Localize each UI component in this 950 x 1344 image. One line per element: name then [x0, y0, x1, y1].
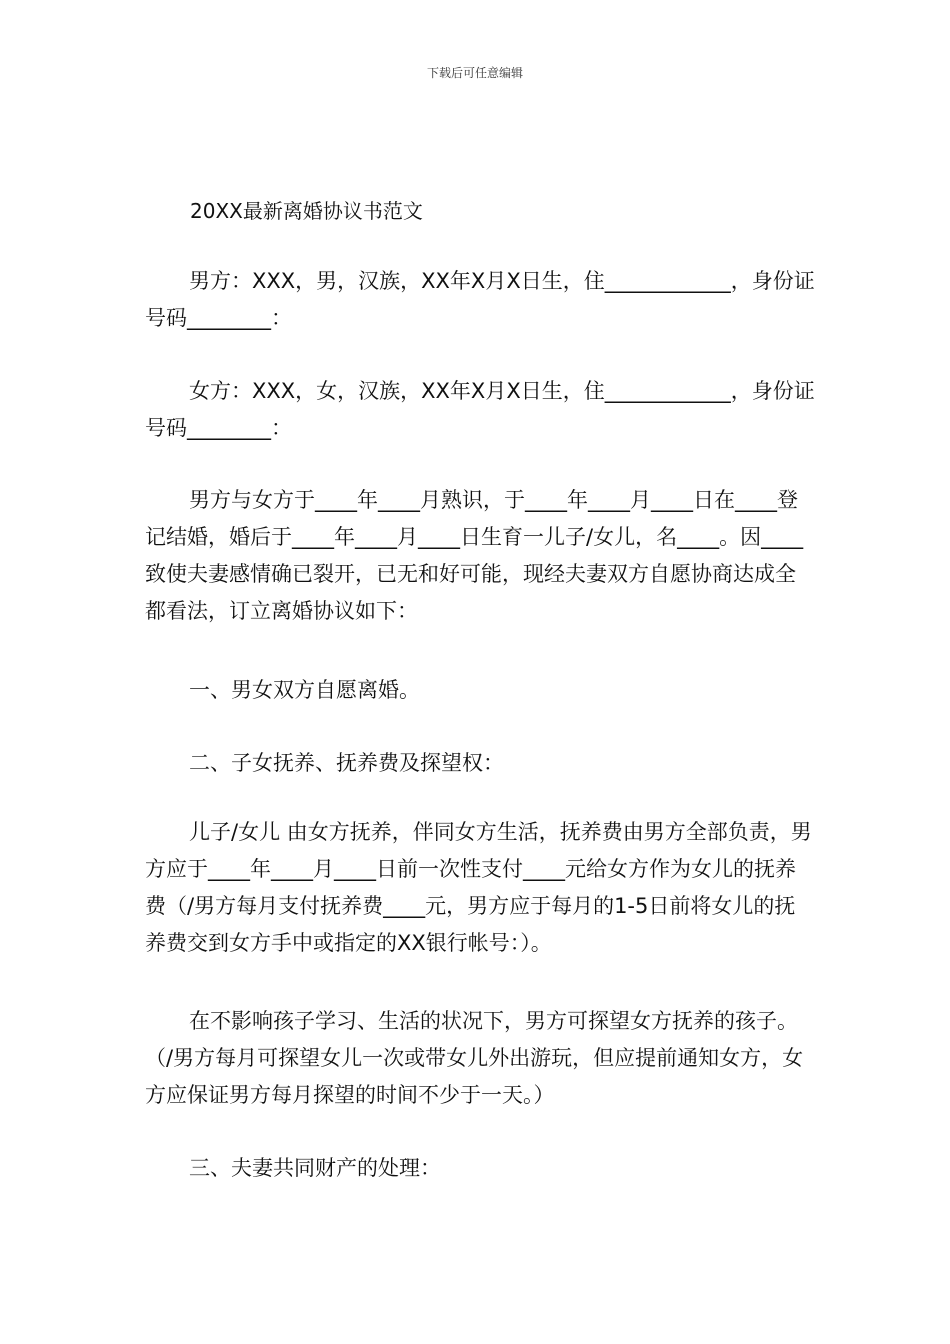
section-heading-child-custody: 二、子女抚养、抚养费及探望权： [189, 751, 504, 775]
paragraph-male-party: 男方：XXX，男，汉族，XX年X月X日生，住____________，身份证号码________： [145, 269, 815, 330]
section-heading-joint-property: 三、夫妻共同财产的处理： [189, 1156, 441, 1180]
document-title: 20XX最新离婚协议书范文 [190, 199, 423, 223]
paragraph-marriage-background: 男方与女方于____年____月熟识，于____年____月____日在____登记结婚，婚后于____年____月____日生育一儿子/女儿，名____。因____致使夫妻感情确已裂开，已无和好可能，现经夫妻双方自愿协商达成全都看法，订立离婚协议如下： [145, 488, 804, 623]
section-heading-voluntary-divorce: 一、男女双方自愿离婚。 [189, 678, 420, 702]
page-header-note: 下载后可任意编辑 [426, 66, 523, 80]
paragraph-visitation: 在不影响孩子学习、生活的状况下，男方可探望女方抚养的孩子。（/男方每月可探望女儿一次或带女儿外出游玩，但应提前通知女方，女方应保证男方每月探望的时间不少于一天。） [145, 1009, 804, 1107]
paragraph-female-party: 女方：XXX，女，汉族，XX年X月X日生，住____________，身份证号码________： [145, 379, 815, 440]
paragraph-child-support: 儿子/女儿 由女方抚养，伴同女方生活，抚养费由男方全部负责，男方应于____年____月____日前一次性支付____元给女方作为女儿的抚养费（/男方每月支付抚养费____元，男方应于每月的1-5日前将女儿的抚养费交到女方手中或指定的XX银行帐号：）。 [145, 820, 812, 955]
